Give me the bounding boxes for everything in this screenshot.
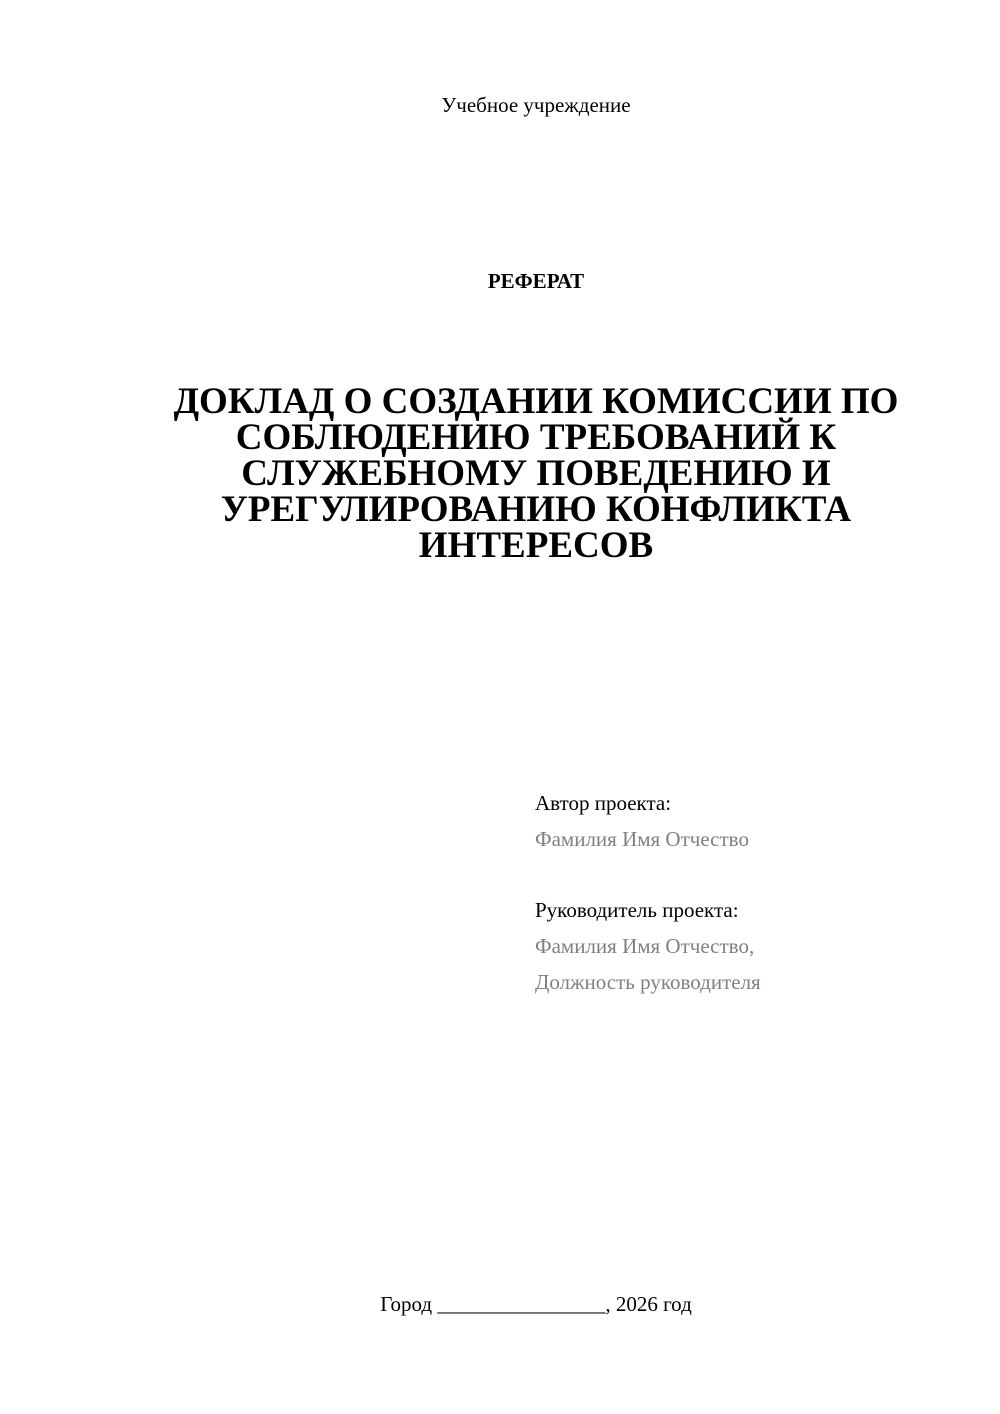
document-type: РЕФЕРАТ: [487, 269, 585, 293]
author-label: Автор проекта:: [535, 791, 672, 815]
supervisor-name: Фамилия Имя Отчество,: [535, 934, 755, 958]
author-name: Фамилия Имя Отчество: [535, 827, 749, 851]
supervisor-label: Руководитель проекта:: [535, 898, 739, 922]
supervisor-block: [535, 892, 955, 1000]
supervisor-position: Должность руководителя: [535, 970, 761, 994]
author-block: [535, 785, 955, 857]
document-title: ДОКЛАД О СОЗДАНИИ КОМИССИИ ПО СОБЛЮДЕНИЮ ТРЕБОВАНИЙ К СЛУЖЕБНОМУ ПОВЕДЕНИЮ И УРЕГУЛИРОВАНИЮ КОНФЛИКТА ИНТЕРЕСОВ: [173, 381, 899, 566]
city-year-line: Город ________________, 2026 год: [380, 1292, 692, 1316]
institution-name: Учебное учреждение: [441, 93, 631, 117]
